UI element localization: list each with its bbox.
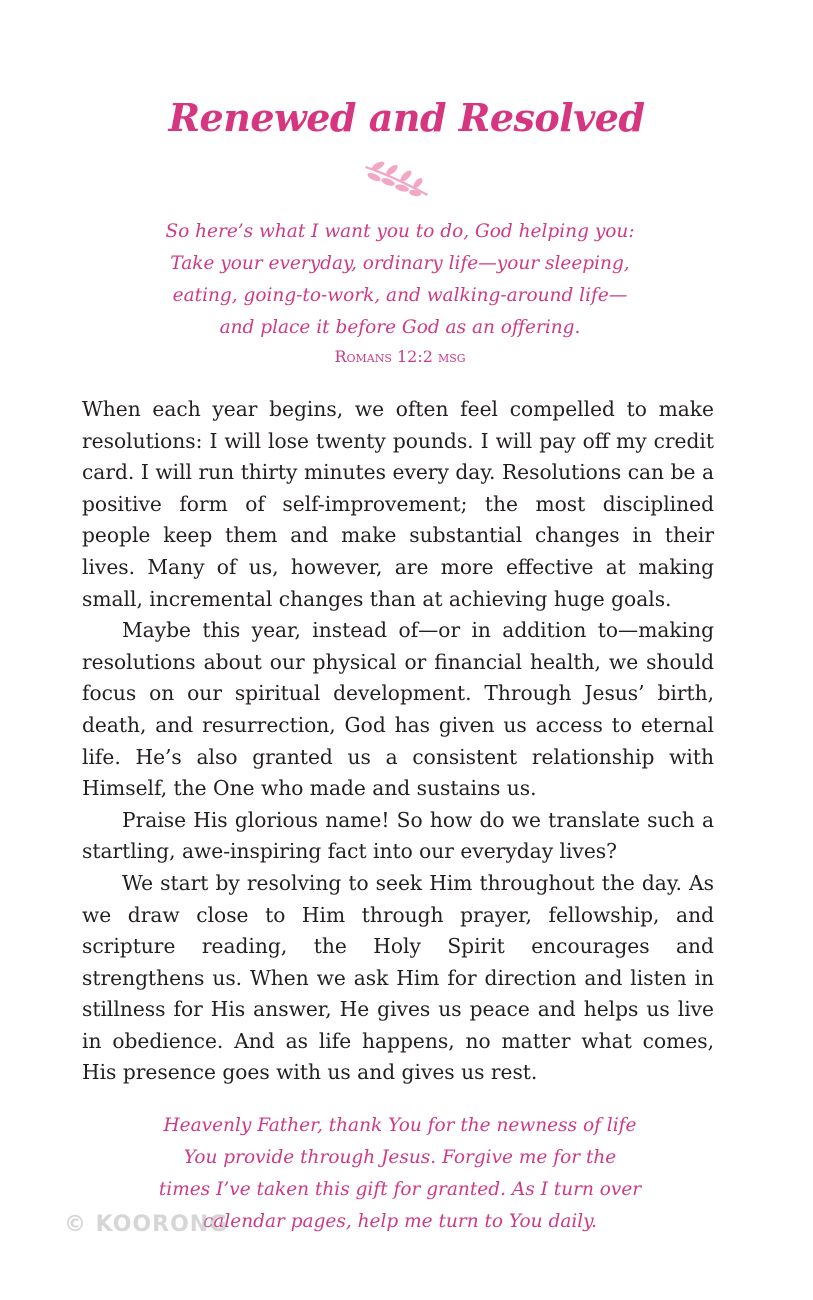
prayer-line: Heavenly Father, thank You for the newness of life [163,1115,637,1136]
body-paragraph: We start by resolving to seek Him throughout the day. As we draw close to Him through prayer, fellowship, and scripture reading, the Holy Spirit encourages and strengthens us. When we ask Him for direction and listen in stillness for His answer, He gives us peace and helps us live in obedience. And as life happens, no matter what comes, His presence goes with us and gives us rest. [82,870,714,1085]
prayer-line: calendar pages, help me turn to You daily. [202,1211,598,1232]
prayer-line: You provide through Jesus. Forgive me for the [183,1147,617,1168]
watermark: © KOORONG [64,1212,229,1237]
prayer-line: times I’ve taken this gift for granted. As I turn over [158,1179,642,1200]
page-title: Renewed and Resolved [168,95,645,140]
epigraph-line: So here’s what I want you to do, God helping you: [165,221,635,242]
body-paragraph: Praise His glorious name! So how do we translate such a startling, awe-inspiring fact into our everyday lives? [82,807,714,864]
epigraph-citation: Romans 12:2 msg [334,347,466,366]
epigraph-line: eating, going-to-work, and walking-around life— [172,285,628,306]
epigraph-quote [100,216,700,344]
epigraph-line: and place it before God as an offering. [219,317,581,338]
body-text [82,394,714,1089]
body-paragraph: Maybe this year, instead of—or in addition to—making resolutions about our physical or financial health, we should focus on our spiritual development. Through Jesus’ birth, death, and resurrection, God has given us access to eternal life. He’s also granted us a consistent relationship with Himself, the One who made and sustains us. [82,618,714,801]
epigraph-line: Take your everyday, ordinary life—your sleeping, [170,253,630,274]
leaf-sprig-icon [362,160,432,200]
body-paragraph: When each year begins, we often feel compelled to make resolutions: I will lose twenty pounds. I will pay off my credit card. I will run thirty minutes every day. Resolutions can be a positive form of self-improvement; the most disciplined people keep them and make substantial changes in their lives. Many of us, however, are more effective at making small, incremental changes than at achieving huge goals. [82,397,714,611]
